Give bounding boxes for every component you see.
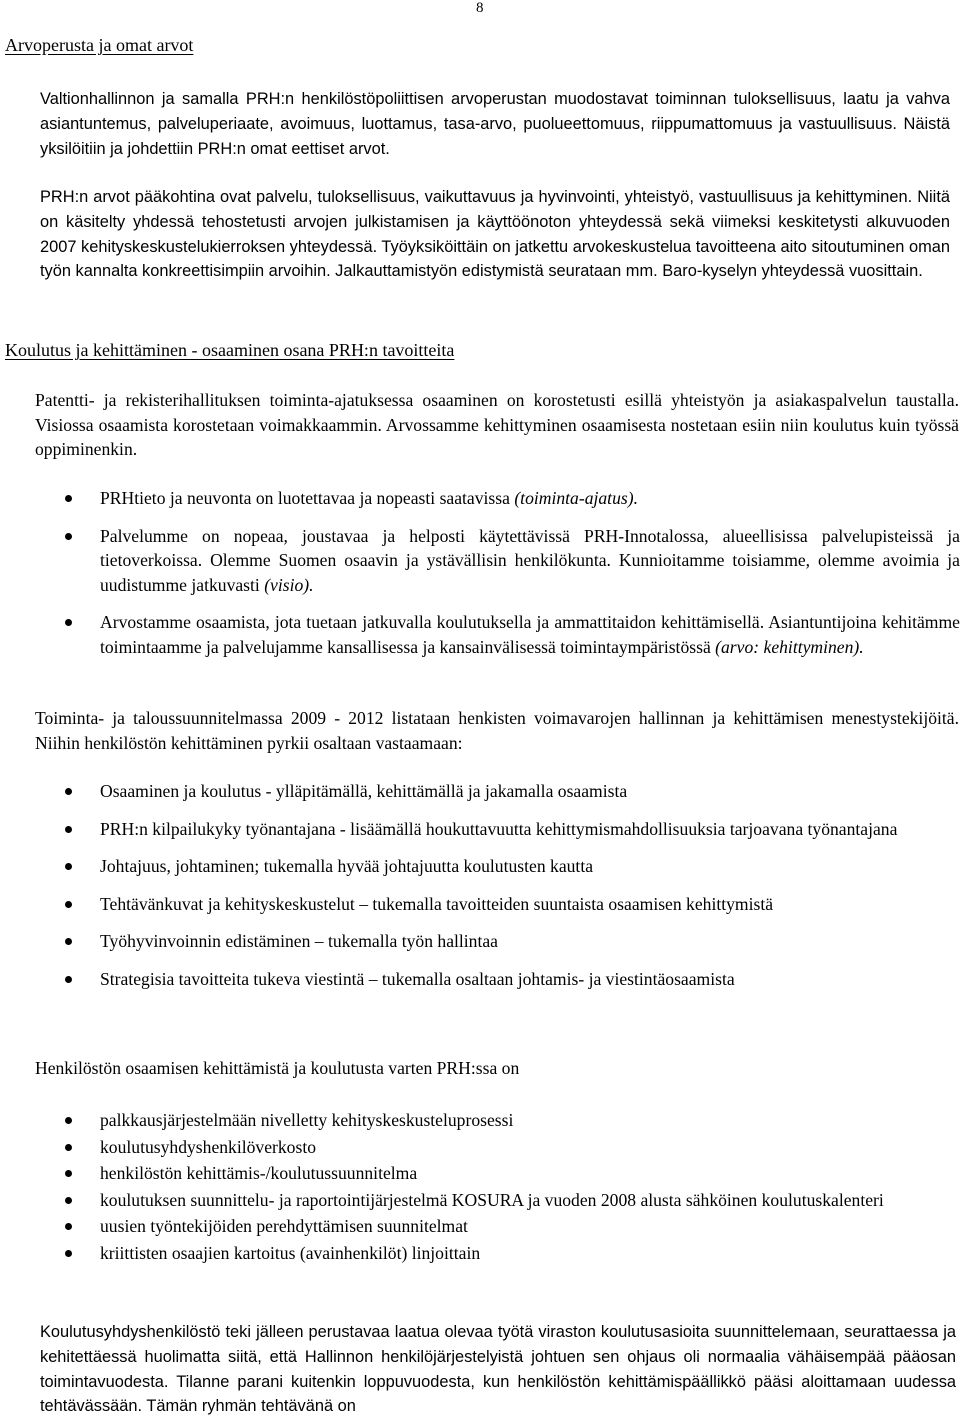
list-item	[35, 967, 960, 992]
bullet-icon	[65, 533, 72, 540]
paragraph-value-basis: Valtionhallinnon ja samalla PRH:n henkilöstöpoliittisen arvoperustan muodostavat toiminnan tuloksellisuus, laatu ja vahva asiantuntemus, palveluperiaate, avoimuus, luottamus, tasa-arvo, puolueettomuus, riippumattomuus ja vastuullisuus. Näistä yksilöitiin ja johdettiin PRH:n omat eettiset arvot.	[40, 90, 950, 158]
page-number: 8	[476, 0, 484, 16]
list-item-text: Työhyvinvoinnin edistäminen – tukemalla työn hallintaa	[100, 931, 498, 951]
bullet-icon	[65, 976, 72, 983]
bullet-icon	[65, 619, 72, 626]
bullet-icon	[65, 901, 72, 908]
list-item	[35, 929, 960, 954]
bullet-icon	[65, 495, 72, 502]
section-heading-training: Koulutus ja kehittäminen - osaaminen osana PRH:n tavoitteita	[5, 340, 455, 360]
list-item-emphasis: (toiminta-ajatus).	[514, 488, 638, 508]
list-item	[35, 892, 960, 917]
paragraph-mission: Patentti- ja rekisterihallituksen toiminta-ajatuksessa osaaminen on korostetusti esillä yhteistyön ja asiakaspalvelun taustalla. Visiossa osaamista korostetaan voimakkaammin. Arvossamme kehittyminen osaamisesta nostetaan esiin niin koulutus kuin työssä oppiminenkin.	[35, 390, 959, 459]
list-item	[35, 1214, 960, 1239]
paragraph-training-contacts: Koulutusyhdyshenkilöstö teki jälleen perustavaa laatua olevaa työtä viraston koulutusasioita suunnittelemaan, seurattaessa ja kehitettäessä huolimatta siitä, että Hallinnon henkilöjärjestelyistä johtuen sen ohjaus oli normaalia vähäisempää pääosan toimintavuodesta. Tilanne parani kuitenkin loppuvuodesta, kun henkilöstön kehittämispäällikkö pääsi aloittamaan uudessa tehtävässään. Tämän ryhmän tehtävänä on	[40, 1323, 956, 1416]
bullet-list-tools	[35, 1108, 960, 1267]
list-item	[35, 854, 960, 879]
list-item-text: koulutusyhdyshenkilöverkosto	[100, 1136, 317, 1157]
list-item-text: Johtajuus, johtaminen; tukemalla hyvää johtajuutta koulutusten kautta	[100, 856, 594, 876]
bullet-icon	[65, 1117, 72, 1124]
list-item-emphasis: (visio).	[264, 574, 314, 595]
list-item	[35, 524, 960, 598]
list-item-text: palkkausjärjestelmään nivelletty kehityskeskusteluprosessi	[100, 1110, 514, 1130]
list-item	[35, 610, 960, 659]
list-item-text: kriittisten osaajien kartoitus (avainhenkilöt) linjoittain	[100, 1242, 481, 1263]
paragraph-prh-values: PRH:n arvot pääkohtina ovat palvelu, tuloksellisuus, vaikuttavuus ja hyvinvointi, yhteistyö, vastuullisuus ja kehittyminen. Niitä on käsitelty yhdessä tehostetusti arvojen julkistamisen ja käyttöönoton yhteydessä sekä viimeksi keskitetysti alkuvuoden 2007 kehityskeskustelukierroksen yhteydessä. Työyksiköittäin on jatkettu arvokeskustelua tavoitteena aito sitoutuminen oman työn kannalta konkreettisimpiin arvoihin. Jalkauttamistyön edistymistä seurataan mm. Baro-kyselyn yhteydessä vuosittain.	[40, 188, 950, 281]
list-item-text: Strategisia tavoitteita tukeva viestintä – tukemalla osaltaan johtamis- ja viestintäosaamista	[100, 968, 735, 989]
bullet-icon	[65, 1197, 72, 1204]
list-item	[35, 779, 960, 804]
list-item-text: henkilöstön kehittämis-/koulutussuunnitelma	[100, 1163, 418, 1183]
bullet-icon	[65, 1170, 72, 1177]
paragraph-plan: Toiminta- ja taloussuunnitelmassa 2009 - 2012 listataan henkisten voimavarojen hallinnan ja kehittämisen menestystekijöitä. Niihin henkilöstön kehittäminen pyrkii osaltaan vastaamaan:	[35, 708, 959, 753]
list-item	[35, 1161, 960, 1186]
bullet-list-mission	[35, 486, 960, 672]
bullet-icon	[65, 863, 72, 870]
list-item-text: Palvelumme on nopeaa, joustavaa ja helposti käytettävissä PRH-Innotalossa, alueellisissa palvelupisteissä ja tietoverkoissa. Olemme Suomen osaavin ja ystävällisin henkilökunta. Kunnioitamme toisiamme, olemme avoimia ja uudistumme jatkuvasti	[100, 525, 960, 595]
section-heading-values: Arvoperusta ja omat arvot	[5, 35, 194, 55]
list-item	[35, 1188, 960, 1213]
list-item	[35, 1108, 960, 1133]
list-item-text: uusien työntekijöiden perehdyttämisen suunnitelmat	[100, 1216, 468, 1236]
list-item-text: Arvostamme osaamista, jota tuetaan jatkuvalla koulutuksella ja ammattitaidon kehittämisellä. Asiantuntijoina kehitämme toimintaamme ja palvelujamme kansallisessa ja kansainvälisessä toimintaympäristössä	[100, 612, 960, 657]
list-item	[35, 1135, 960, 1160]
bullet-icon	[65, 788, 72, 795]
list-item-text: Tehtävänkuvat ja kehityskeskustelut – tukemalla tavoitteiden suuntaista osaamisen kehittymistä	[100, 893, 774, 914]
bullet-icon	[65, 938, 72, 945]
list-item	[35, 817, 960, 842]
list-item	[35, 1241, 960, 1266]
list-item	[35, 486, 960, 511]
bullet-icon	[65, 1223, 72, 1230]
list-item-text: PRH:n kilpailukyky työnantajana - lisäämällä houkuttavuutta kehittymismahdollisuuksia tarjoavana työnantajana	[100, 818, 898, 839]
list-item-text: koulutuksen suunnittelu- ja raportointijärjestelmä KOSURA ja vuoden 2008 alusta sähköinen koulutuskalenteri	[100, 1189, 884, 1210]
bullet-list-success-factors	[35, 779, 960, 1004]
bullet-icon	[65, 1250, 72, 1257]
paragraph-tools-intro: Henkilöstön osaamisen kehittämistä ja koulutusta varten PRH:ssa on	[35, 1058, 520, 1078]
bullet-icon	[65, 1144, 72, 1151]
list-item-text: Osaaminen ja koulutus - ylläpitämällä, kehittämällä ja jakamalla osaamista	[100, 781, 628, 801]
bullet-icon	[65, 826, 72, 833]
list-item-emphasis: (arvo: kehittyminen).	[715, 636, 864, 657]
list-item-text: PRHtieto ja neuvonta on luotettavaa ja nopeasti saatavissa	[100, 488, 515, 508]
